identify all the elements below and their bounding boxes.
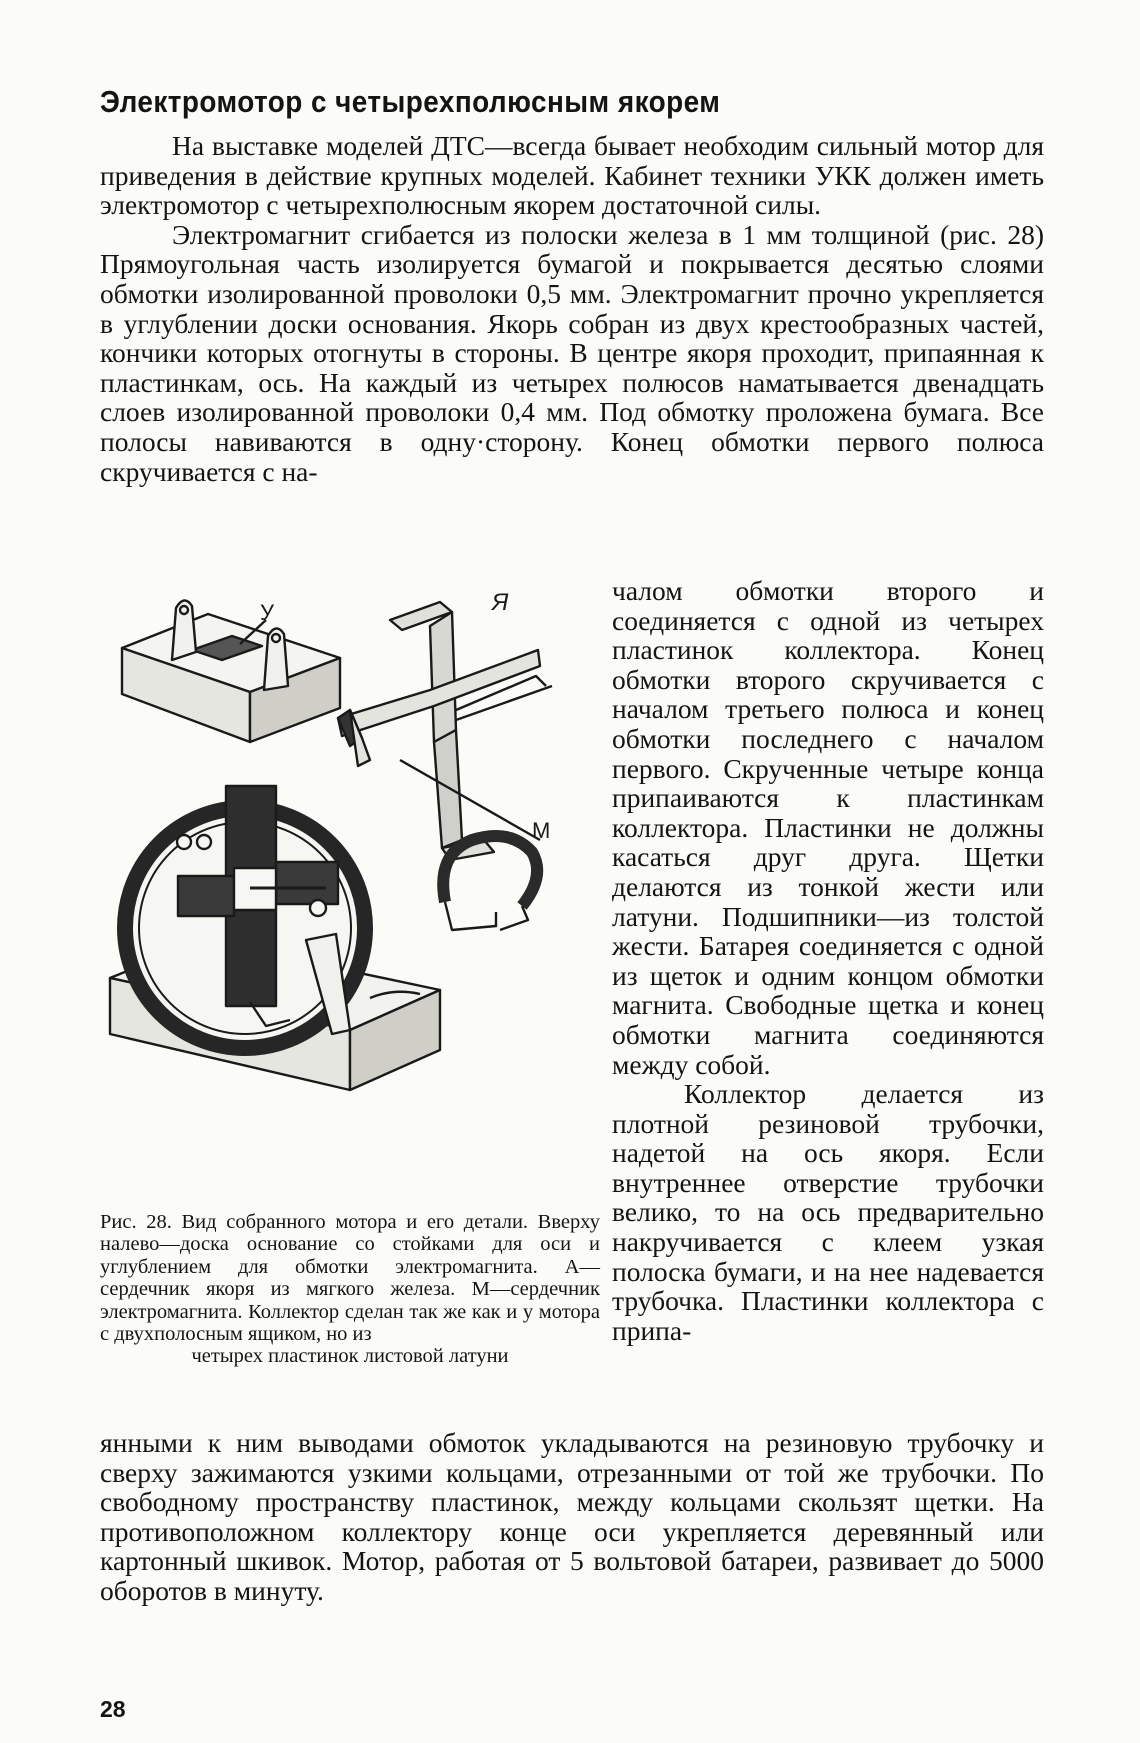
paragraph-collector: Коллектор делается из плотной резиновой трубочки, надетой на ось якоря. Если внутреннее отверстие трубочки велико, то на ось предварительно накручивается с клеем узкая полоска бумаги, и на нее надевается трубочка. Пластинки коллектора с припа-: [612, 1078, 1044, 1346]
top-text-block: [100, 131, 1044, 486]
label-a: Я: [492, 590, 509, 616]
label-m: М: [532, 818, 551, 843]
armature-core-drawing: [338, 590, 552, 860]
paragraph-windings: чалом обмотки второго и соединяется с одной из четырех пластинок коллектора. Конец обмотки второго скручивается с началом третьего полюса и конец обмотки последнего с началом первого. Скрученные четыре конца припаиваются к пластинкам коллектора. Пластинки не должны касаться друг друга. Щетки делаются из тонкой жести или латуни. Подшипники—из толстой жести. Батарея соединяется с одной из щеток и одним концом обмотки магнита. Свободные щетка и конец обмотки магнита соединяются между собой.: [612, 575, 1044, 1080]
figure-caption: [100, 1211, 600, 1368]
paragraph-final: янными к ним выводами обмоток укладываются на резиновую трубочку и сверху зажимаются узкими кольцами, отрезанными от той же трубочки. По свободному пространству пластинок, между кольцами скользят щетки. На противоположном коллектору конце оси укрепляется деревянный или картонный шкивок. Мотор, работая от 5 вольтовой батареи, развивает до 5000 оборотов в минуту.: [100, 1427, 1044, 1606]
caption-main: Рис. 28. Вид собранного мотора и его детали. Вверху налево—доска основание со стойками для оси и углублением для обмотки электромагнита. А—сердечник якоря из мягкого железа. М—сердечник электромагнита. Коллектор сделан так же как и у мотора с двухполосным ящиком, но из: [100, 1211, 600, 1346]
section-heading: Электромотор с четырехполюсным якорем: [100, 84, 721, 119]
page-number: 28: [100, 1696, 126, 1722]
paragraph-intro: На выставке моделей ДТС—всегда бывает необходим сильный мотор для приведения в действие крупных моделей. Кабинет техники УКК должен иметь электромотор с четырехполюсным якорем достаточной силы.: [100, 130, 1044, 221]
paragraph-electromagnet: Электромагнит сгибается из полоски железа в 1 мм толщиной (рис. 28) Прямоугольная часть изолируется бумагой и покрывается десятью слоями обмотки изолированной проволоки 0,5 мм. Электромагнит прочно укрепляется в углублении доски основания. Якорь собран из двух крестообразных частей, кончики которых отогнуты в стороны. В центре якоря проходит, припаянная к пластинкам, ось. На каждый из четырех полюсов наматывается двенадцать слоев изолированной проволоки 0,4 мм. Под обмотку проложена бумага. Все полосы навиваются в одну·сторону. Конец обмотки первого полюса скручивается с на-: [100, 218, 1044, 487]
assembled-motor-drawing: [110, 786, 440, 1090]
base-board-drawing: [122, 600, 340, 742]
caption-last-line: четырех пластинок листовой латуни: [191, 1345, 509, 1368]
label-u: У: [260, 600, 274, 625]
figure-28-illustration: [100, 590, 606, 1210]
right-column-text: [612, 576, 1044, 1345]
bottom-text-block: [100, 1428, 1044, 1606]
